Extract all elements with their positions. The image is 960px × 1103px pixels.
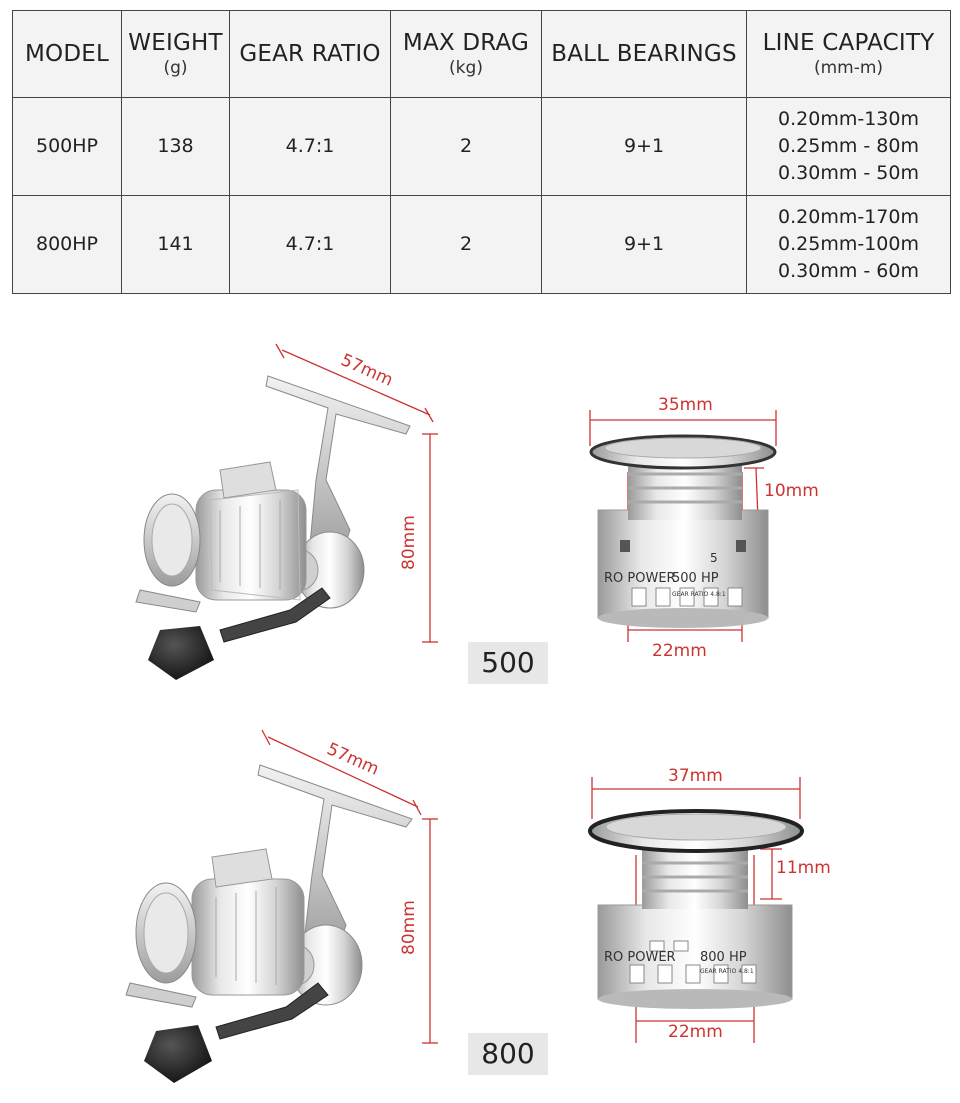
cell-line-capacity	[747, 98, 951, 196]
line-capacity-entry: 0.20mm-130m	[778, 108, 919, 130]
spool-illustration	[560, 390, 900, 680]
cell-gear-ratio: 4.7:1	[230, 98, 391, 196]
spool-diameter-label: 35mm	[658, 395, 713, 415]
line-capacity-entry: 0.30mm - 50m	[778, 162, 919, 184]
cell-model: 800HP	[13, 196, 122, 294]
spool-illustration	[560, 765, 900, 1065]
cell-model: 500HP	[13, 98, 122, 196]
figure-500	[0, 330, 960, 700]
cell-weight: 138	[122, 98, 230, 196]
spec-table	[12, 10, 951, 294]
spool-model-print: 800 HP	[700, 950, 747, 965]
spool-gear-print: GEAR RATIO 4.8:1	[672, 591, 726, 598]
spool-depth-label: 11mm	[776, 858, 831, 878]
spool-base-label: 22mm	[668, 1022, 723, 1042]
spool-body	[591, 436, 775, 628]
reel-handle-width-label: 57mm	[337, 350, 396, 391]
header-max-drag: MAX DRAG (kg)	[391, 11, 542, 98]
table-row	[13, 196, 951, 294]
reel-height-label: 80mm	[399, 900, 419, 955]
header-line-capacity: LINE CAPACITY (mm-m)	[747, 11, 951, 98]
cell-max-drag: 2	[391, 98, 542, 196]
spool-gear-print: GEAR RATIO 4.8:1	[700, 968, 754, 975]
cell-ball-bearings: 9+1	[542, 98, 747, 196]
size-label-500: 500	[468, 642, 548, 684]
size-label-800: 800	[468, 1033, 548, 1075]
reel-height-label: 80mm	[399, 515, 419, 570]
spool-brand-print: RO POWER	[604, 950, 676, 965]
cell-line-capacity	[747, 196, 951, 294]
line-capacity-entry: 0.30mm - 60m	[778, 260, 919, 282]
spool-depth-label: 10mm	[764, 481, 819, 501]
figure-800	[0, 715, 960, 1103]
cell-ball-bearings: 9+1	[542, 196, 747, 294]
spool-base-label: 22mm	[652, 641, 707, 661]
reel-body	[136, 376, 410, 680]
spool-diameter-label: 37mm	[668, 766, 723, 786]
cell-weight: 141	[122, 196, 230, 294]
dimension-tick	[413, 800, 421, 815]
spool-number-print: 5	[710, 551, 718, 565]
header-model: MODEL	[13, 11, 122, 98]
spool-brand-print: RO POWER	[604, 571, 676, 586]
spool-model-print: 500 HP	[672, 571, 719, 586]
reel-body	[126, 765, 412, 1083]
table-header-row	[13, 11, 951, 98]
cell-gear-ratio: 4.7:1	[230, 196, 391, 294]
reel-handle-width-label: 57mm	[323, 739, 382, 780]
line-capacity-entry: 0.25mm - 80m	[778, 135, 919, 157]
cell-max-drag: 2	[391, 196, 542, 294]
header-weight: WEIGHT (g)	[122, 11, 230, 98]
header-ball-bearings: BALL BEARINGS	[542, 11, 747, 98]
dimension-tick	[425, 408, 433, 422]
line-capacity-entry: 0.20mm-170m	[778, 206, 919, 228]
spool-body	[590, 811, 802, 1009]
header-gear-ratio: GEAR RATIO	[230, 11, 391, 98]
line-capacity-entry: 0.25mm-100m	[778, 233, 919, 255]
table-row	[13, 98, 951, 196]
